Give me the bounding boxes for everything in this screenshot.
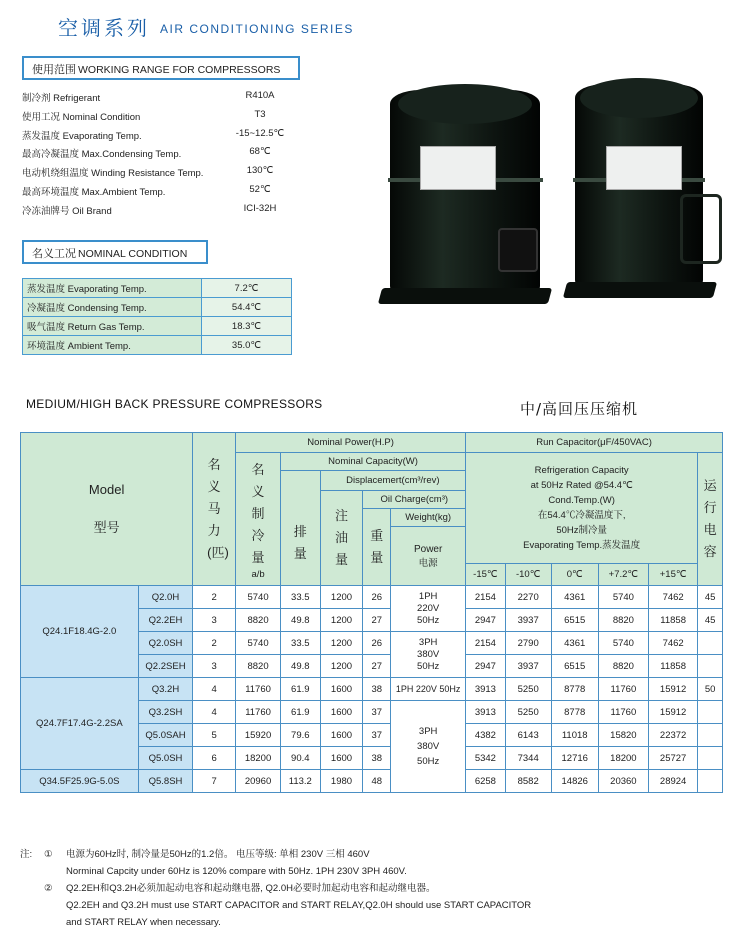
run-cap-cell: 45 xyxy=(698,586,723,609)
temp-cell: 4382 xyxy=(466,724,506,747)
oil-cell: 1200 xyxy=(320,609,363,632)
spec-value: 130℃ xyxy=(246,165,274,177)
oil-cell: 1600 xyxy=(320,701,363,724)
spec-value: T3 xyxy=(254,108,266,120)
temp-cell: 2270 xyxy=(505,586,551,609)
model-cell: Q3.2SH xyxy=(138,701,193,724)
section-title-en: MEDIUM/HIGH BACK PRESSURE COMPRESSORS xyxy=(26,397,323,411)
weight-header xyxy=(363,509,391,586)
temp-cell: 15912 xyxy=(649,678,698,701)
temp-cell: 3913 xyxy=(466,701,506,724)
run-cap-cell: 50 xyxy=(698,678,723,701)
displacement-cell: 90.4 xyxy=(281,747,321,770)
temp-cell: 11858 xyxy=(649,655,698,678)
working-range-title-en: WORKING RANGE FOR COMPRESSORS xyxy=(78,64,281,76)
model-cell: Q3.2H xyxy=(138,678,193,701)
temp-cell: 3913 xyxy=(466,678,506,701)
run-cap-cell xyxy=(698,632,723,655)
temp-cell: 6143 xyxy=(505,724,551,747)
temp-cell: 5740 xyxy=(598,586,648,609)
weight-cell: 26 xyxy=(363,632,391,655)
oil-header-cn: 注油量 xyxy=(334,508,348,567)
cool-capacity-header-cn: 名义制冷量 xyxy=(251,461,265,565)
power-line: 50Hz xyxy=(417,660,440,672)
model-cell: Q2.2SEH xyxy=(138,655,193,678)
temp-cell: 7344 xyxy=(505,747,551,770)
power-cell: 1PH 220V 50Hz xyxy=(391,678,466,701)
spec-label: 蒸发温度 Evaporating Temp. xyxy=(22,130,142,142)
table-row xyxy=(23,279,292,298)
power-cell xyxy=(391,586,466,632)
spec-label: 使用工况 Nominal Condition xyxy=(22,111,141,123)
temp-cell: 4361 xyxy=(551,632,598,655)
temp-cell: 8582 xyxy=(505,770,551,793)
displacement-header-cn: 排量 xyxy=(293,524,307,561)
model-header-cn: 型号 xyxy=(93,520,120,535)
displacement-cell: 49.8 xyxy=(281,609,321,632)
run-cap-cell: 45 xyxy=(698,609,723,632)
note-2-mark: ② xyxy=(44,883,53,894)
spec-row xyxy=(22,90,322,109)
hp-cell: 7 xyxy=(193,770,236,793)
temp-cell: 3937 xyxy=(505,609,551,632)
nominal-condition-heading xyxy=(22,240,208,264)
table-row xyxy=(21,586,723,609)
temp-header: +15℃ xyxy=(649,564,698,586)
compressor-right-base xyxy=(563,282,717,298)
weight-cell: 26 xyxy=(363,586,391,609)
table-row xyxy=(21,770,723,793)
temp-cell: 14826 xyxy=(551,770,598,793)
spec-value: 68℃ xyxy=(249,146,271,158)
nominal-label: 冷凝温度 Condensing Temp. xyxy=(23,298,202,317)
temp-cell: 4361 xyxy=(551,586,598,609)
note-2-cn: Q2.2EH和Q3.2H必须加起动电容和起动继电器, Q2.0H必要时加起动电容和起动继电器。 xyxy=(66,883,436,894)
model-group: Q34.5F25.9G-5.0S xyxy=(21,770,139,793)
temp-cell: 22372 xyxy=(649,724,698,747)
temp-cell: 8778 xyxy=(551,678,598,701)
oil-cell: 1200 xyxy=(320,632,363,655)
spec-row xyxy=(22,146,322,165)
nominal-title-cn: 名义工况 xyxy=(32,248,76,260)
weight-cell: 48 xyxy=(363,770,391,793)
note-2-en-1: Q2.2EH and Q3.2H must use START CAPACITOR and START RELAY,Q2.0H should use START CAPACITOR xyxy=(66,900,532,911)
hp-cell: 2 xyxy=(193,586,236,609)
spec-row xyxy=(22,203,322,222)
compressor-left-terminal-box xyxy=(498,228,538,272)
temp-cell: 6515 xyxy=(551,655,598,678)
temp-cell: 8778 xyxy=(551,701,598,724)
ref-capacity-line3: Cond.Temp.(W) xyxy=(548,495,615,506)
power-line: 3PH xyxy=(418,636,438,648)
temp-header: -10℃ xyxy=(505,564,551,586)
ref-capacity-line2: at 50Hz Rated @54.4℃ xyxy=(530,480,633,491)
temp-cell: 6515 xyxy=(551,609,598,632)
power-line: 1PH xyxy=(418,590,438,602)
temp-cell: 8820 xyxy=(598,609,648,632)
note-line xyxy=(20,880,720,897)
temp-cell: 5250 xyxy=(505,678,551,701)
spec-value: 52℃ xyxy=(249,183,271,195)
power-cell xyxy=(391,632,466,678)
temp-cell: 5342 xyxy=(466,747,506,770)
working-range-title-cn: 使用范围 xyxy=(32,64,76,76)
compressor-left-nameplate xyxy=(420,146,496,190)
capacity-cell: 15920 xyxy=(236,724,281,747)
nominal-value: 35.0℃ xyxy=(202,336,292,355)
nominal-title-en: NOMINAL CONDITION xyxy=(78,248,188,260)
power-line: 3PH xyxy=(418,726,438,737)
model-cell: Q2.2EH xyxy=(138,609,193,632)
temp-cell: 2947 xyxy=(466,609,506,632)
temp-cell: 2154 xyxy=(466,586,506,609)
ref-capacity-header xyxy=(466,453,698,564)
note-1-cn: 电源为60Hz时, 制冷量是50Hz的1.2倍。 电压等级: 单相 230V 三相 460V xyxy=(66,849,370,860)
temp-cell: 20360 xyxy=(598,770,648,793)
temp-cell: 3937 xyxy=(505,655,551,678)
displacement-cell: 113.2 xyxy=(281,770,321,793)
power-line: 220V xyxy=(417,602,440,614)
displacement-cell: 33.5 xyxy=(281,586,321,609)
capacity-cell: 11760 xyxy=(236,678,281,701)
compressor-spec-table xyxy=(20,432,723,793)
temp-header: -15℃ xyxy=(466,564,506,586)
oil-header-en: Oil Charge(cm³) xyxy=(363,491,466,509)
weight-header-en: Weight(kg) xyxy=(391,509,466,527)
capacity-cell: 11760 xyxy=(236,701,281,724)
spec-row xyxy=(22,109,322,128)
table-row xyxy=(21,678,723,701)
displacement-cell: 61.9 xyxy=(281,701,321,724)
model-cell: Q5.0SH xyxy=(138,747,193,770)
temp-cell: 2790 xyxy=(505,632,551,655)
compressor-right-top xyxy=(580,78,698,118)
note-1-mark: ① xyxy=(44,849,53,860)
note-2-en-2: and START RELAY when necessary. xyxy=(66,917,221,928)
oil-cell: 1200 xyxy=(320,655,363,678)
nominal-label: 蒸发温度 Evaporating Temp. xyxy=(23,279,202,298)
nominal-label: 吸气温度 Return Gas Temp. xyxy=(23,317,202,336)
hp-cell: 4 xyxy=(193,701,236,724)
spec-row xyxy=(22,165,322,184)
table-row xyxy=(23,317,292,336)
displacement-header xyxy=(281,471,321,586)
temp-cell: 2154 xyxy=(466,632,506,655)
temp-cell: 18200 xyxy=(598,747,648,770)
weight-cell: 38 xyxy=(363,747,391,770)
hp-cell: 6 xyxy=(193,747,236,770)
oil-cell: 1600 xyxy=(320,678,363,701)
note-line xyxy=(20,897,720,914)
model-group: Q24.7F17.4G-2.2SA xyxy=(21,678,139,770)
spec-row xyxy=(22,184,322,203)
ref-capacity-line1: Refrigeration Capacity xyxy=(534,465,629,476)
notes-prefix: 注: xyxy=(20,849,33,860)
nominal-condition-table xyxy=(22,278,292,355)
spec-value: R410A xyxy=(245,90,275,101)
run-cap-header xyxy=(698,453,723,586)
nominal-capacity-header: Nominal Capacity(W) xyxy=(281,453,466,471)
temp-cell: 11858 xyxy=(649,609,698,632)
temp-cell: 5740 xyxy=(598,632,648,655)
spec-row xyxy=(22,128,322,147)
model-cell: Q5.8SH xyxy=(138,770,193,793)
working-range-list xyxy=(22,90,322,222)
model-cell: Q2.0SH xyxy=(138,632,193,655)
displacement-cell: 61.9 xyxy=(281,678,321,701)
nominal-value: 18.3℃ xyxy=(202,317,292,336)
power-cell xyxy=(391,701,466,793)
note-line xyxy=(20,914,720,931)
oil-header xyxy=(320,491,363,586)
temp-cell: 11018 xyxy=(551,724,598,747)
temp-cell: 25727 xyxy=(649,747,698,770)
hp-cell: 5 xyxy=(193,724,236,747)
temp-cell: 7462 xyxy=(649,586,698,609)
cool-capacity-ab: a/b xyxy=(251,568,265,580)
capacity-cell: 18200 xyxy=(236,747,281,770)
nominal-value: 54.4℃ xyxy=(202,298,292,317)
run-cap-header-cn: 运行电容 xyxy=(703,478,717,559)
table-row xyxy=(23,298,292,317)
temp-cell: 12716 xyxy=(551,747,598,770)
weight-cell: 37 xyxy=(363,724,391,747)
ref-capacity-line5: 50Hz制冷量 xyxy=(556,525,608,536)
run-cap-cell xyxy=(698,655,723,678)
weight-cell: 27 xyxy=(363,609,391,632)
temp-cell: 6258 xyxy=(466,770,506,793)
note-1-en: Norminal Capcity under 60Hz is 120% compare with 50Hz. 1PH 230V 3PH 460V. xyxy=(66,866,407,877)
spec-value: ICI-32H xyxy=(243,202,277,214)
table-row xyxy=(23,336,292,355)
note-line xyxy=(20,846,720,863)
capacity-cell: 8820 xyxy=(236,609,281,632)
model-header-en: Model xyxy=(88,482,125,497)
cool-capacity-header xyxy=(236,453,281,586)
weight-cell: 27 xyxy=(363,655,391,678)
hp-cell: 2 xyxy=(193,632,236,655)
temp-cell: 2947 xyxy=(466,655,506,678)
run-cap-cell xyxy=(698,770,723,793)
section-title-cn: 中/高回压压缩机 xyxy=(520,400,639,418)
spec-value: -15~12.5℃ xyxy=(235,127,285,139)
hp-cell: 4 xyxy=(193,678,236,701)
temp-cell: 15820 xyxy=(598,724,648,747)
capacity-cell: 8820 xyxy=(236,655,281,678)
temp-header: 0℃ xyxy=(551,564,598,586)
nominal-label: 环境温度 Ambient Temp. xyxy=(23,336,202,355)
hp-header-cn: 名义马力(匹) xyxy=(207,457,229,560)
oil-cell: 1600 xyxy=(320,724,363,747)
temp-cell: 7462 xyxy=(649,632,698,655)
spec-label: 制冷剂 Refrigerant xyxy=(22,93,101,104)
model-header xyxy=(21,433,193,586)
hp-cell: 3 xyxy=(193,609,236,632)
power-header-cn: 电源 xyxy=(418,557,438,569)
model-cell: Q5.0SAH xyxy=(138,724,193,747)
compressor-right-nameplate xyxy=(606,146,682,190)
run-cap-cell xyxy=(698,747,723,770)
temp-cell: 8820 xyxy=(598,655,648,678)
displacement-header-en: Displacemert(cm³/rev) xyxy=(320,471,466,491)
working-range-heading xyxy=(22,56,300,80)
page-title-en: AIR CONDITIONING SERIES xyxy=(160,22,354,36)
weight-cell: 37 xyxy=(363,701,391,724)
capacity-cell: 5740 xyxy=(236,586,281,609)
hp-cell: 3 xyxy=(193,655,236,678)
weight-header-cn: 重量 xyxy=(370,528,384,565)
power-line: 50Hz xyxy=(417,614,440,626)
oil-cell: 1980 xyxy=(320,770,363,793)
note-line xyxy=(20,863,720,880)
oil-cell: 1200 xyxy=(320,586,363,609)
power-line: 50Hz xyxy=(417,756,440,767)
spec-label: 电动机绕组温度 Winding Resistance Temp. xyxy=(22,168,204,180)
capacity-cell: 20960 xyxy=(236,770,281,793)
model-cell: Q2.0H xyxy=(138,586,193,609)
displacement-cell: 49.8 xyxy=(281,655,321,678)
spec-label: 最高环境温度 Max.Ambient Temp. xyxy=(22,186,166,198)
capacity-cell: 5740 xyxy=(236,632,281,655)
temp-cell: 15912 xyxy=(649,701,698,724)
footnotes xyxy=(20,846,720,931)
temp-header: +7.2℃ xyxy=(598,564,648,586)
hp-header xyxy=(193,433,236,586)
compressor-photo xyxy=(380,70,730,320)
compressor-right-terminal-box xyxy=(680,194,722,264)
power-line: 380V xyxy=(417,741,440,752)
temp-cell: 11760 xyxy=(598,701,648,724)
spec-label: 最高冷凝温度 Max.Condensing Temp. xyxy=(22,149,182,161)
power-header xyxy=(391,527,466,586)
displacement-cell: 33.5 xyxy=(281,632,321,655)
compressor-left-base xyxy=(378,288,552,304)
ref-capacity-line6: Evaporating Temp.蒸发温度 xyxy=(523,540,641,551)
ref-capacity-line4: 在54.4℃冷凝温度下, xyxy=(537,510,626,521)
oil-cell: 1600 xyxy=(320,747,363,770)
page-title-cn: 空调系列 xyxy=(58,16,150,40)
temp-cell: 28924 xyxy=(649,770,698,793)
compressor-left-top xyxy=(398,84,532,124)
power-header-en: Power xyxy=(413,543,443,555)
model-group: Q24.1F18.4G-2.0 xyxy=(21,586,139,678)
run-capacitor-header: Run Capacitor(μF/450VAC) xyxy=(466,433,723,453)
run-cap-cell xyxy=(698,701,723,724)
nominal-value: 7.2℃ xyxy=(202,279,292,298)
spec-label: 冷冻油牌号 Oil Brand xyxy=(22,205,112,217)
nominal-power-header: Nominal Power(H.P) xyxy=(236,433,466,453)
run-cap-cell xyxy=(698,724,723,747)
weight-cell: 38 xyxy=(363,678,391,701)
temp-cell: 11760 xyxy=(598,678,648,701)
temp-cell: 5250 xyxy=(505,701,551,724)
displacement-cell: 79.6 xyxy=(281,724,321,747)
power-line: 380V xyxy=(417,648,440,660)
